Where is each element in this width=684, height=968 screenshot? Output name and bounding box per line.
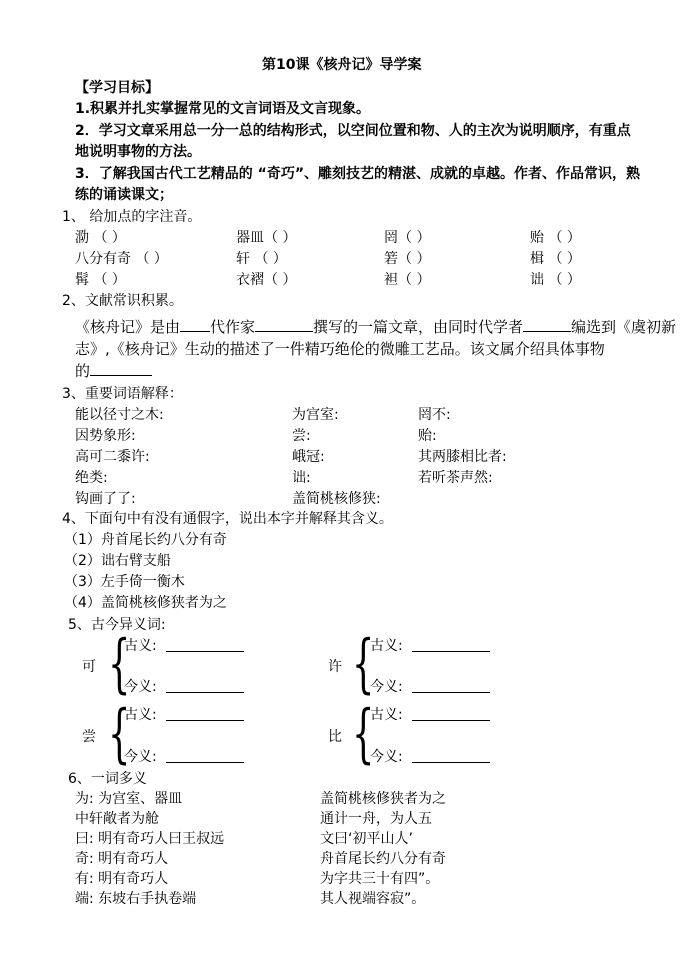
answer-line[interactable] xyxy=(166,762,244,763)
tongjia-item: （1）舟首尾长约八分有奇 xyxy=(64,532,227,548)
jin-label: 今义: xyxy=(370,749,403,765)
polysemy-example: 有: 明有奇巧人 xyxy=(75,871,169,887)
text-span: 撰写的一篇文章，由同时代学者 xyxy=(313,318,524,336)
answer-line[interactable] xyxy=(412,720,490,721)
answer-line[interactable] xyxy=(166,720,244,721)
pinyin-cell: 泐 （ ） xyxy=(75,230,126,246)
left-brace: { xyxy=(352,697,375,771)
section-6-heading: 6、一词多义 xyxy=(68,771,147,787)
objective-3-cont: 练的诵读课文； xyxy=(75,187,173,203)
archaic-word: 可 xyxy=(82,659,96,675)
polysemy-example: 奇: 明有奇巧人 xyxy=(75,851,169,867)
section-5-heading: 5、古今异义词: xyxy=(68,617,166,633)
vocab-item: 尝: xyxy=(292,428,311,444)
jin-label: 今义: xyxy=(124,679,157,695)
objectives-heading: 【学习目标】 xyxy=(75,80,159,96)
jin-label: 今义: xyxy=(370,679,403,695)
jin-label: 今义: xyxy=(124,749,157,765)
section-3-heading: 3、重要词语解释： xyxy=(62,386,183,402)
vocab-item: 因势象形: xyxy=(75,428,136,444)
section-4-heading: 4、下面句中有没有通假字，说出本字并解释其含义。 xyxy=(62,511,393,527)
pinyin-cell: 器皿（ ） xyxy=(236,230,297,246)
gu-label: 古义: xyxy=(124,638,157,654)
vocab-item: 若听茶声然: xyxy=(418,470,493,486)
gu-label: 古义: xyxy=(370,638,403,654)
tongjia-item: （3）左手倚一衡木 xyxy=(64,574,185,590)
pinyin-cell: 髯 （ ） xyxy=(75,272,126,288)
blank-dynasty[interactable] xyxy=(180,318,210,332)
literature-line-3 xyxy=(75,362,152,380)
vocab-item: 能以径寸之木: xyxy=(75,407,164,423)
polysemy-example: 通计一舟，为人五 xyxy=(320,811,432,827)
pinyin-cell: 袒（ ） xyxy=(384,272,431,288)
vocab-item: 罔不: xyxy=(418,407,451,423)
text-span: 编选到《虞初新 xyxy=(571,318,677,336)
gu-label: 古义: xyxy=(124,707,157,723)
polysemy-example: 为字共三十有四”。 xyxy=(320,871,440,887)
blank-author[interactable] xyxy=(255,318,313,332)
polysemy-example: 其人视端容寂”。 xyxy=(320,891,426,907)
tongjia-item: （4）盖简桃核修狭者为之 xyxy=(64,595,227,611)
pinyin-cell: 轩 （ ） xyxy=(236,251,287,267)
vocab-item: 绝类: xyxy=(75,470,108,486)
pinyin-cell: 诎 （ ） xyxy=(530,272,581,288)
vocab-item: 其两膝相比者: xyxy=(418,449,507,465)
vocab-item: 盖简桃核修狭: xyxy=(292,491,381,507)
gu-label: 古义: xyxy=(370,707,403,723)
pinyin-cell: 贻 （ ） xyxy=(530,230,581,246)
answer-line[interactable] xyxy=(412,762,490,763)
blank-editor[interactable] xyxy=(523,318,571,332)
section-1-heading: 1、 给加点的字注音。 xyxy=(62,209,202,225)
archaic-word: 比 xyxy=(328,729,342,745)
objective-2-cont: 地说明事物的方法。 xyxy=(75,144,201,160)
objective-1: 1.积累并扎实掌握常见的文言词语及文言现象。 xyxy=(75,101,371,117)
tongjia-item: （2）诎右臂支船 xyxy=(64,553,171,569)
polysemy-example: 中轩敞者为舱 xyxy=(75,811,159,827)
left-brace: { xyxy=(108,627,131,701)
answer-line[interactable] xyxy=(166,692,244,693)
pinyin-cell: 箬（ ） xyxy=(384,251,431,267)
answer-line[interactable] xyxy=(166,651,244,652)
section-2-heading: 2、文献常识积累。 xyxy=(62,293,183,309)
text-span: 《核舟记》是由 xyxy=(75,318,181,336)
answer-line[interactable] xyxy=(412,692,490,693)
vocab-item: 峨冠: xyxy=(292,449,325,465)
pinyin-cell: 衣褶（ ） xyxy=(236,272,297,288)
objective-3: 3．了解我国古代工艺精品的 “奇巧”、雕刻技艺的精湛、成就的卓越。作者、作品常识，熟 xyxy=(75,166,641,182)
vocab-item: 贻: xyxy=(418,428,437,444)
vocab-item: 钩画了了: xyxy=(75,491,136,507)
left-brace: { xyxy=(108,697,131,771)
literature-line-2: 志》,《核舟记》生动的描述了一件精巧绝伦的微雕工艺品。该文属介绍具体事物 xyxy=(75,340,605,358)
pinyin-cell: 罔（ ） xyxy=(384,230,431,246)
pinyin-cell: 八分有奇 （ ） xyxy=(75,251,168,267)
vocab-item: 高可二黍许: xyxy=(75,449,150,465)
polysemy-example: 曰: 明有奇巧人曰王叔远 xyxy=(75,831,225,847)
pinyin-cell: 楫 （ ） xyxy=(530,251,581,267)
archaic-word: 尝 xyxy=(82,729,96,745)
vocab-item: 为宫室: xyxy=(292,407,339,423)
polysemy-example: 舟首尾长约八分有奇 xyxy=(320,851,446,867)
text-span: 的 xyxy=(75,362,91,380)
blank-genre[interactable] xyxy=(90,362,152,376)
text-span: 代作家 xyxy=(210,318,256,336)
objective-2: 2．学习文章采用总一分一总的结构形式，以空间位置和物、人的主次为说明顺序，有重点 xyxy=(75,123,631,139)
archaic-word: 许 xyxy=(328,659,342,675)
page-title: 第10课《核舟记》导学案 xyxy=(262,57,422,73)
polysemy-example: 盖简桃核修狭者为之 xyxy=(320,791,446,807)
answer-line[interactable] xyxy=(412,651,490,652)
literature-line-1 xyxy=(75,318,676,336)
polysemy-example: 文曰‘初平山人’ xyxy=(320,831,413,847)
left-brace: { xyxy=(352,627,375,701)
polysemy-example: 端: 东坡右手执卷端 xyxy=(75,891,197,907)
polysemy-example: 为: 为宫室、器皿 xyxy=(75,791,183,807)
vocab-item: 诎: xyxy=(292,470,311,486)
